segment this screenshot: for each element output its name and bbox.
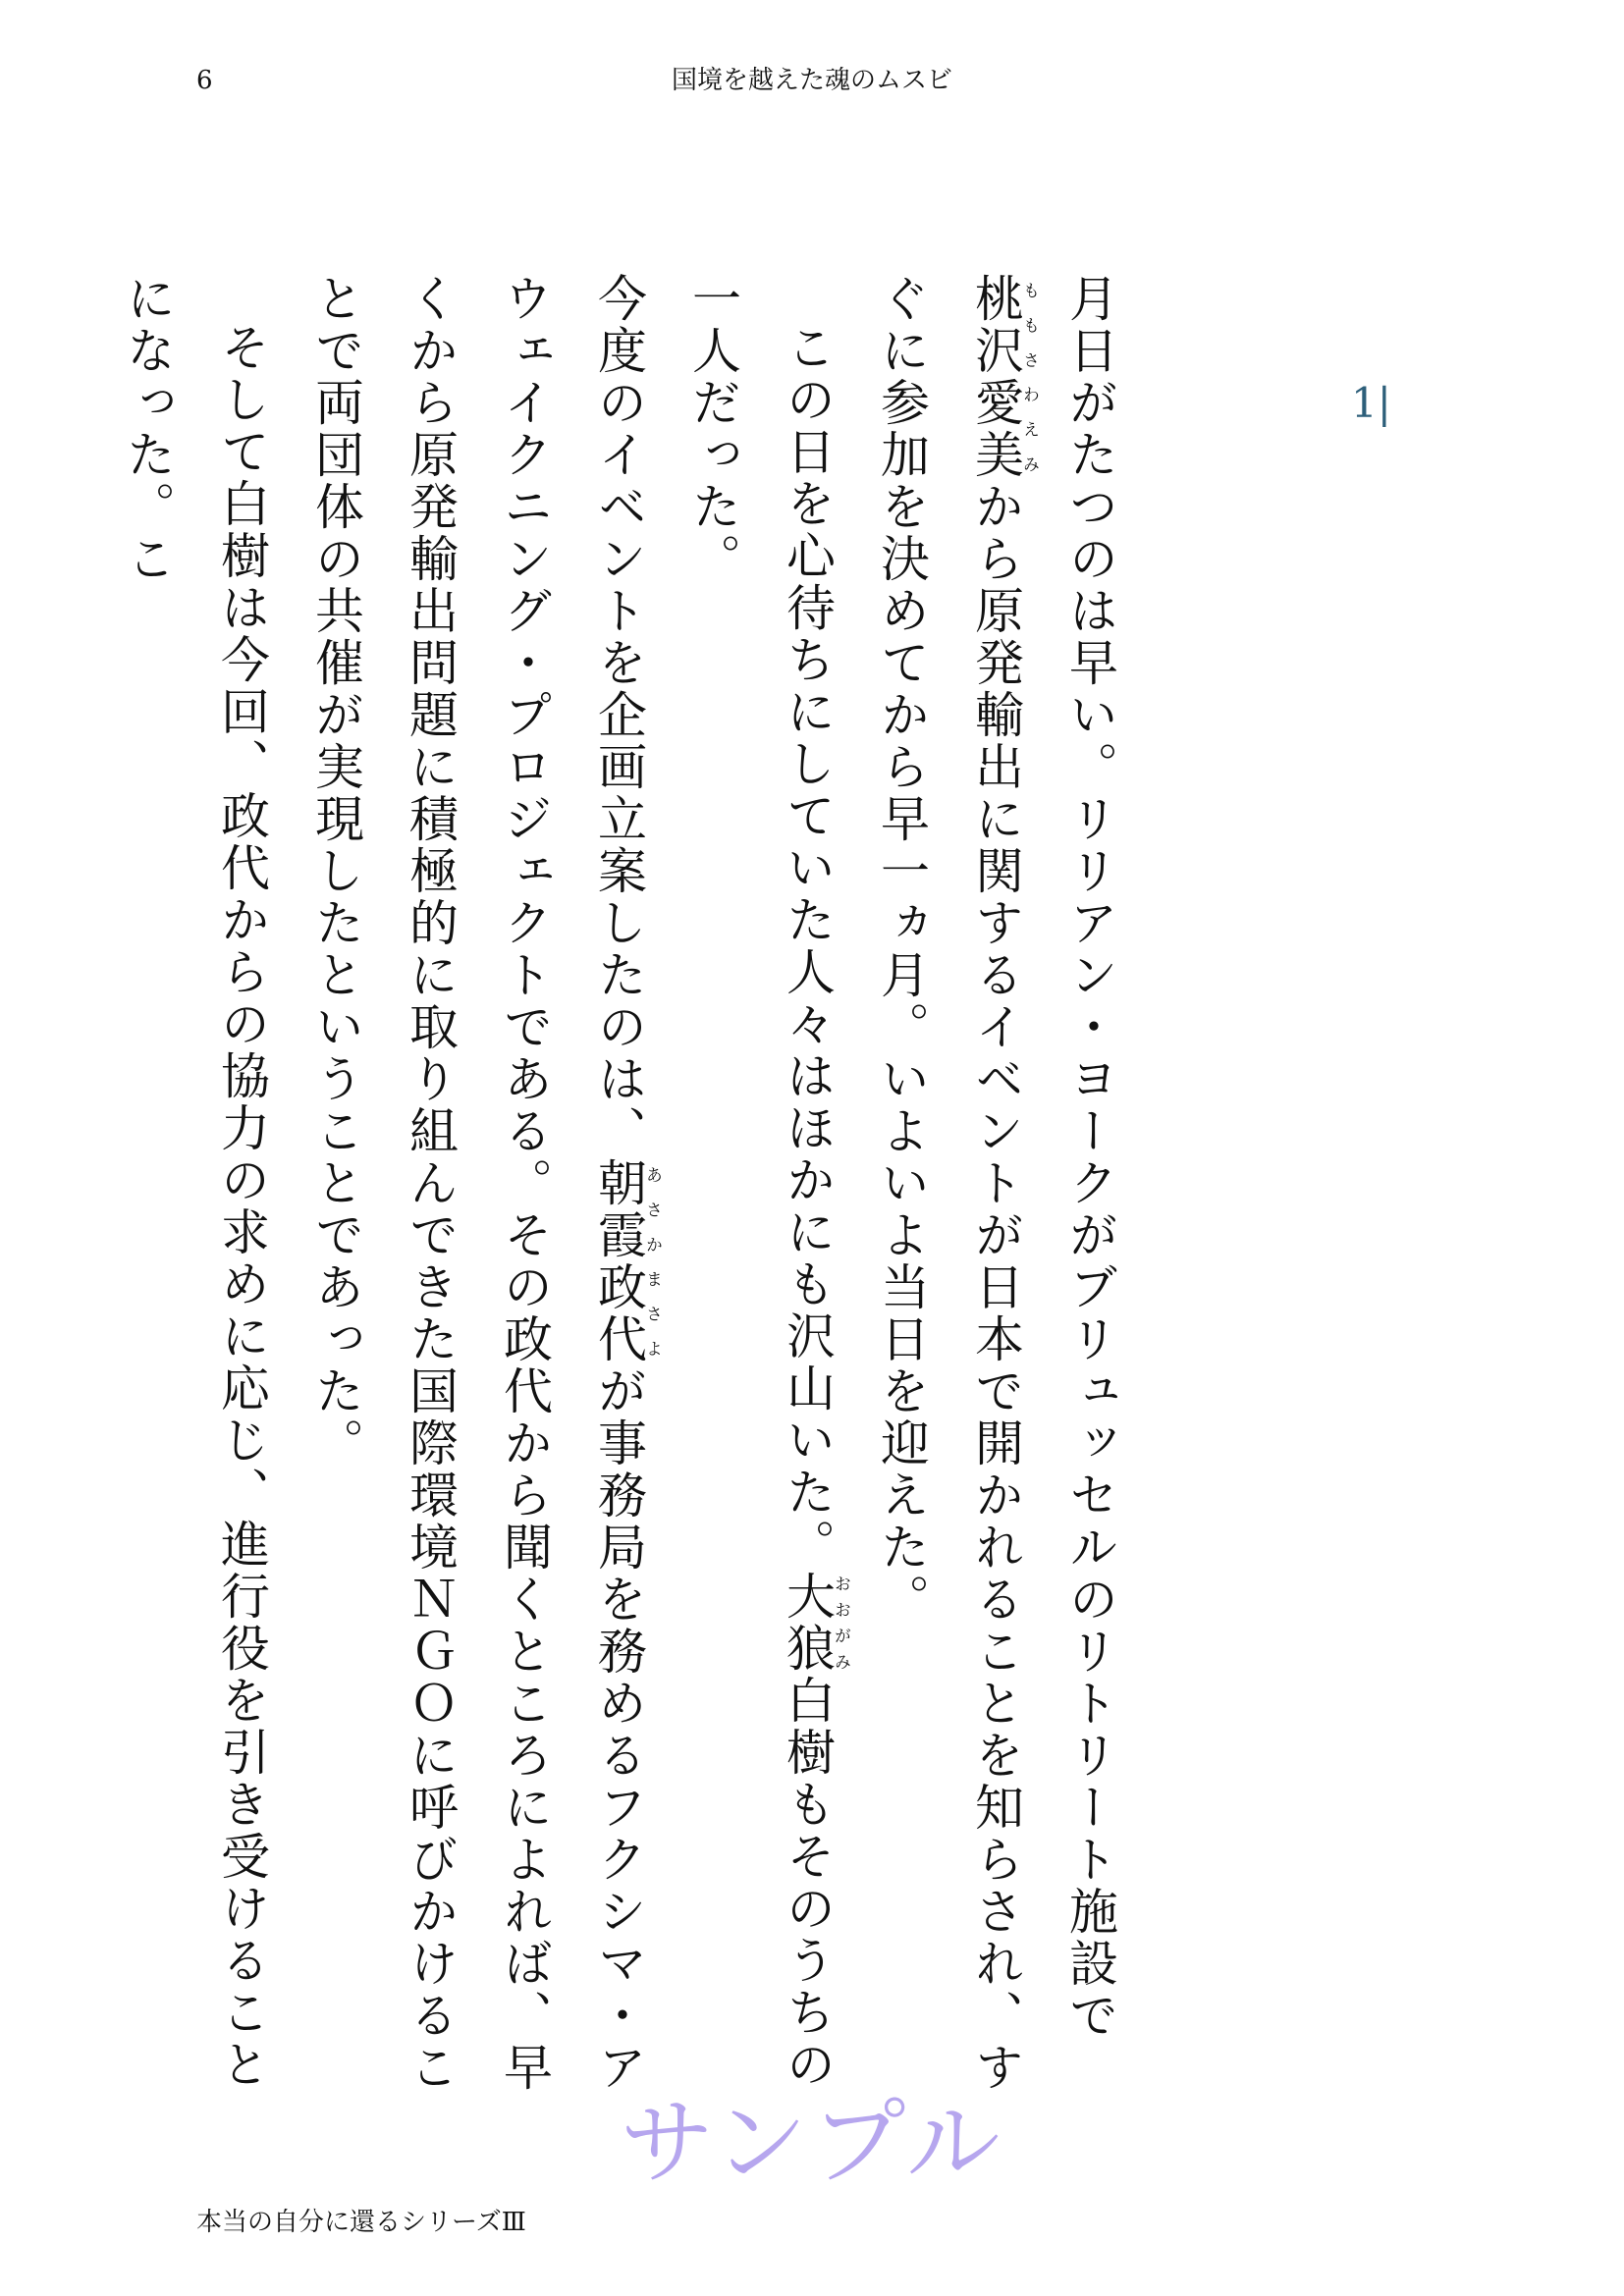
ruby-reading: ももさわえみ bbox=[1019, 273, 1039, 481]
running-header-title: 国境を越えた魂のムスビ bbox=[671, 66, 952, 95]
paragraph-4 bbox=[100, 273, 289, 2099]
ruby-base: 桃沢愛美 bbox=[967, 273, 1024, 481]
paragraph-1 bbox=[854, 273, 1137, 2099]
ruby-name bbox=[590, 1157, 662, 1365]
paragraph-3 bbox=[289, 273, 666, 2099]
body-text bbox=[119, 273, 1137, 2099]
ruby-name bbox=[967, 273, 1039, 481]
paragraph-text: 今度のイベントを企画立案したのは、 bbox=[590, 273, 647, 1157]
running-footer-series: 本当の自分に還るシリーズⅢ bbox=[196, 2208, 526, 2237]
ruby-reading: おおがみ bbox=[831, 1571, 850, 1675]
ruby-base: 朝霞政代 bbox=[590, 1157, 647, 1365]
ruby-name bbox=[779, 1571, 850, 1675]
ruby-base: 大狼 bbox=[779, 1571, 836, 1675]
paragraph-text: が事務局を務めるフクシマ・アウェイクニング・プロジェクトである。その政代から聞くところによれば、早くから原発輸出問題に積極的に取り組んできた国際環境ＮＧＯに呼びかけることで両団体の共催が実現したということであった。 bbox=[307, 273, 647, 2094]
sample-watermark: サンプル bbox=[620, 2088, 1004, 2198]
ruby-reading: あさかまさよ bbox=[642, 1157, 662, 1365]
paragraph-text: 月日がたつのは早い。リリアン・ヨークがブリュッセルのリトリート施設で bbox=[1061, 273, 1118, 2042]
paragraph-text: そして白樹は今回、政代からの協力の求めに応じ、進行役を引き受けることになった。こ bbox=[119, 273, 270, 2091]
paragraph-text: この日を心待ちにしていた人々はほかにも沢山いた。 bbox=[779, 322, 836, 1571]
paragraph-text: 白樹もそのうちの一人だった。 bbox=[684, 273, 836, 2091]
page-number: 6 bbox=[196, 66, 213, 95]
paragraph-text: から原発輸出に関するイベントが日本で開かれることを知らされ、すぐに参加を決めてから早一ヵ月。いよいよ当日を迎えた。 bbox=[873, 273, 1024, 2094]
chapter-marker: 1| bbox=[1351, 379, 1391, 427]
paragraph-2 bbox=[666, 273, 854, 2099]
